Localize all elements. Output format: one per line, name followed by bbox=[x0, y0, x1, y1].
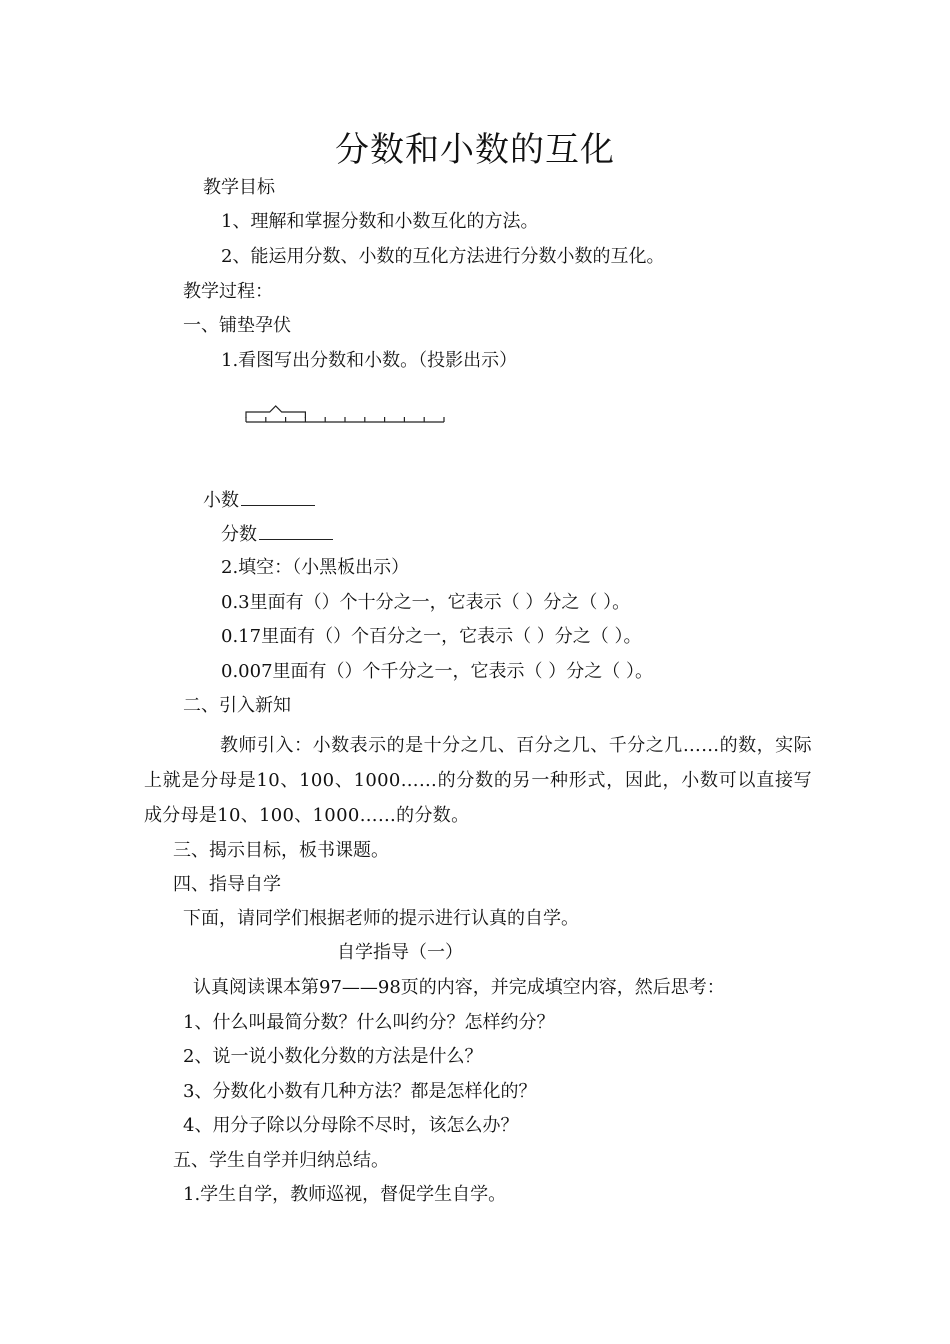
intro-paragraph: 教师引入：小数表示的是十分之几、百分之几、千分之几……的数，实际上就是分母是10、100、1000……的分数的另一种形式，因此，小数可以直接写成分母是10、100、1000……的分数。 bbox=[144, 735, 812, 826]
number-line-figure bbox=[238, 400, 458, 434]
task-item: 2.填空：（小黑板出示） bbox=[221, 557, 410, 578]
question-item: 2、说一说小数化分数的方法是什么？ bbox=[183, 1046, 483, 1067]
objective-item: 1、理解和掌握分数和小数互化的方法。 bbox=[221, 211, 539, 232]
process-heading: 教学过程： bbox=[183, 281, 273, 302]
task-item: 1.看图写出分数和小数。（投影出示） bbox=[221, 350, 518, 371]
guide-instruction: 认真阅读课本第97——98页的内容，并完成填空内容，然后思考： bbox=[193, 977, 725, 998]
question-item: 4、用分子除以分母除不尽时，该怎么办？ bbox=[183, 1115, 519, 1136]
marked-segment-brace bbox=[246, 406, 305, 418]
fill-item: 0.3里面有（）个十分之一，它表示（ ）分之（ ）。 bbox=[221, 592, 631, 613]
section-heading: 三、揭示目标，板书课题。 bbox=[173, 840, 389, 861]
decimal-answer-line bbox=[203, 487, 315, 513]
section-heading: 五、学生自学并归纳总结。 bbox=[173, 1150, 389, 1171]
fraction-label: 分数 bbox=[221, 524, 257, 545]
self-study-intro: 下面，请同学们根据老师的提示进行认真的自学。 bbox=[183, 908, 579, 929]
section-heading: 二、引入新知 bbox=[183, 695, 291, 716]
decimal-label: 小数 bbox=[203, 490, 239, 511]
guide-title: 自学指导（一） bbox=[337, 942, 463, 963]
fraction-answer-line bbox=[221, 521, 333, 547]
summary-item: 1.学生自学，教师巡视，督促学生自学。 bbox=[183, 1184, 507, 1205]
question-item: 1、什么叫最简分数？什么叫约分？怎样约分？ bbox=[183, 1012, 555, 1033]
decimal-blank[interactable] bbox=[241, 487, 315, 506]
fill-item: 0.007里面有（）个千分之一，它表示（ ）分之（ ）。 bbox=[221, 661, 653, 682]
objectives-heading: 教学目标 bbox=[203, 177, 275, 198]
page-title: 分数和小数的互化 bbox=[335, 130, 615, 170]
objective-item: 2、能运用分数、小数的互化方法进行分数小数的互化。 bbox=[221, 246, 665, 267]
question-item: 3、分数化小数有几种方法？都是怎样化的？ bbox=[183, 1081, 537, 1102]
number-line-ticks bbox=[246, 417, 444, 422]
section-heading: 一、铺垫孕伏 bbox=[183, 315, 291, 336]
section-heading: 四、指导自学 bbox=[173, 874, 281, 895]
fill-item: 0.17里面有（）个百分之一，它表示（ ）分之（ ）。 bbox=[221, 626, 642, 647]
fraction-blank[interactable] bbox=[259, 521, 333, 540]
